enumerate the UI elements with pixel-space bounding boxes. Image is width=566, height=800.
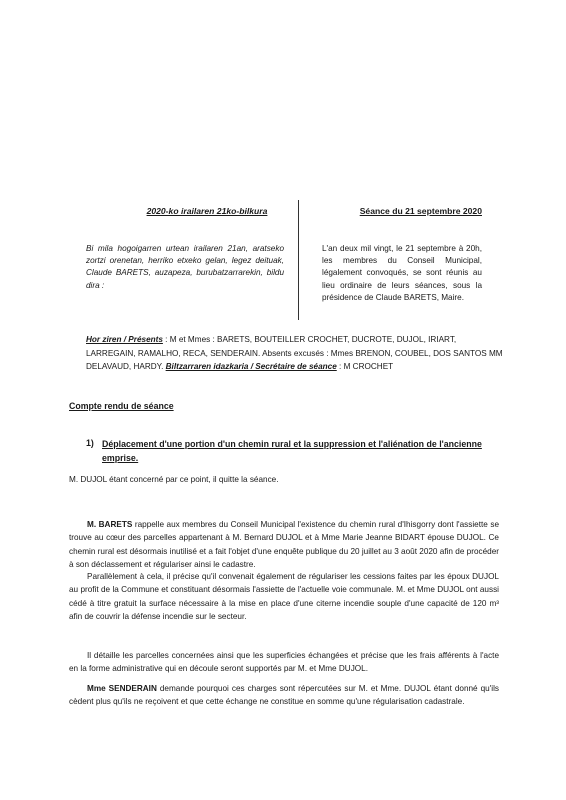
paragraph-3: Parallèlement à cela, il précise qu'il convenait également de régulariser les cessions faites par les époux DUJOL au profit de la Commune et constituant désormais l'assiette de l'actuelle voie communale. M. et Mme DUJOL ont aussi cédé à titre gratuit la surface nécessaire à la mise en place d'une citerne incendie souple d'une capacité de 120 m³ afin de couvrir la défense incendie sur le secteur.: [69, 572, 499, 622]
speaker-barets: M. BARETS: [87, 520, 133, 529]
paragraph-2: [69, 518, 499, 572]
section-title: Déplacement d'une portion d'un chemin rural et la suppression et l'aliénation de l'ancienne emprise.: [102, 439, 482, 463]
paragraph-1: M. DUJOL étant concerné par ce point, il quitte la séance.: [69, 475, 279, 484]
column-divider: [298, 200, 299, 320]
french-intro-text: L'an deux mil vingt, le 21 septembre à 20h, les membres du Conseil Municipal, légalement convoqués, se sont réunis au lieu ordinaire de leurs séances, sous la présidence de Claude BARETS, Maire.: [322, 244, 482, 302]
present-label: Hor ziren / Présents: [86, 335, 163, 344]
paragraph-2-text: rappelle aux membres du Conseil Municipal l'existence du chemin rural d'Ihisgorry dont l'assiette se trouve au cœur des parcelles appartenant à M. Bernard DUJOL et à Mme Marie Jeanne BIDART épouse DUJOL. Ce chemin rural est désormais inutilisé et a fait l'objet d'une enquête publique du 20 juillet au 3 août 2020 afin de procéder à son déclassement et régulariser ainsi le cadastre.: [69, 520, 500, 570]
basque-session-title: 2020-ko irailaren 21ko-bilkura: [146, 206, 268, 216]
attendance-block: [86, 333, 506, 374]
section-number: 1): [86, 438, 94, 448]
present-list: : M et Mmes : BARETS, BOUTEILLER CROCHET, DUCROTE, DUJOL, IRIART, LARREGAIN, RAMALHO, RECA, SENDERAIN. Absents excusés : Mmes BRENON, COUBEL, DOS SANTOS MM DELAVAUD, HARDY.: [86, 335, 503, 372]
paragraph-5-text: demande pourquoi ces charges sont répercutées sur M. et Mme. DUJOL étant donné qu'ils cèdent plus qu'ils ne reçoivent et que cette échange ne constitue en somme qu'une régularisation cadastrale.: [69, 684, 499, 707]
report-heading: Compte rendu de séance: [69, 401, 174, 411]
secretary-name: : M CROCHET: [336, 362, 394, 372]
speaker-senderain: Mme SENDERAIN: [87, 684, 157, 693]
french-session-title: Séance du 21 septembre 2020: [359, 206, 482, 216]
basque-intro-text: Bi mila hogoigarren urtean irailaren 21an, aratseko zortzi orenetan, herriko etxeko gelan, legez deituak, Claude BARETS, auzapeza, burubatzarrarekin, bildu dira :: [86, 244, 284, 290]
secretary-label: Biltzarraren idazkaria / Secrétaire de séance: [165, 362, 337, 372]
paragraph-5: [69, 682, 499, 709]
paragraph-4: Il détaille les parcelles concernées ainsi que les superficies échangées et précise que les frais afférents à l'acte en la forme administrative qui en découle seront supportés par M. et Mme DUJOL.: [69, 651, 499, 674]
